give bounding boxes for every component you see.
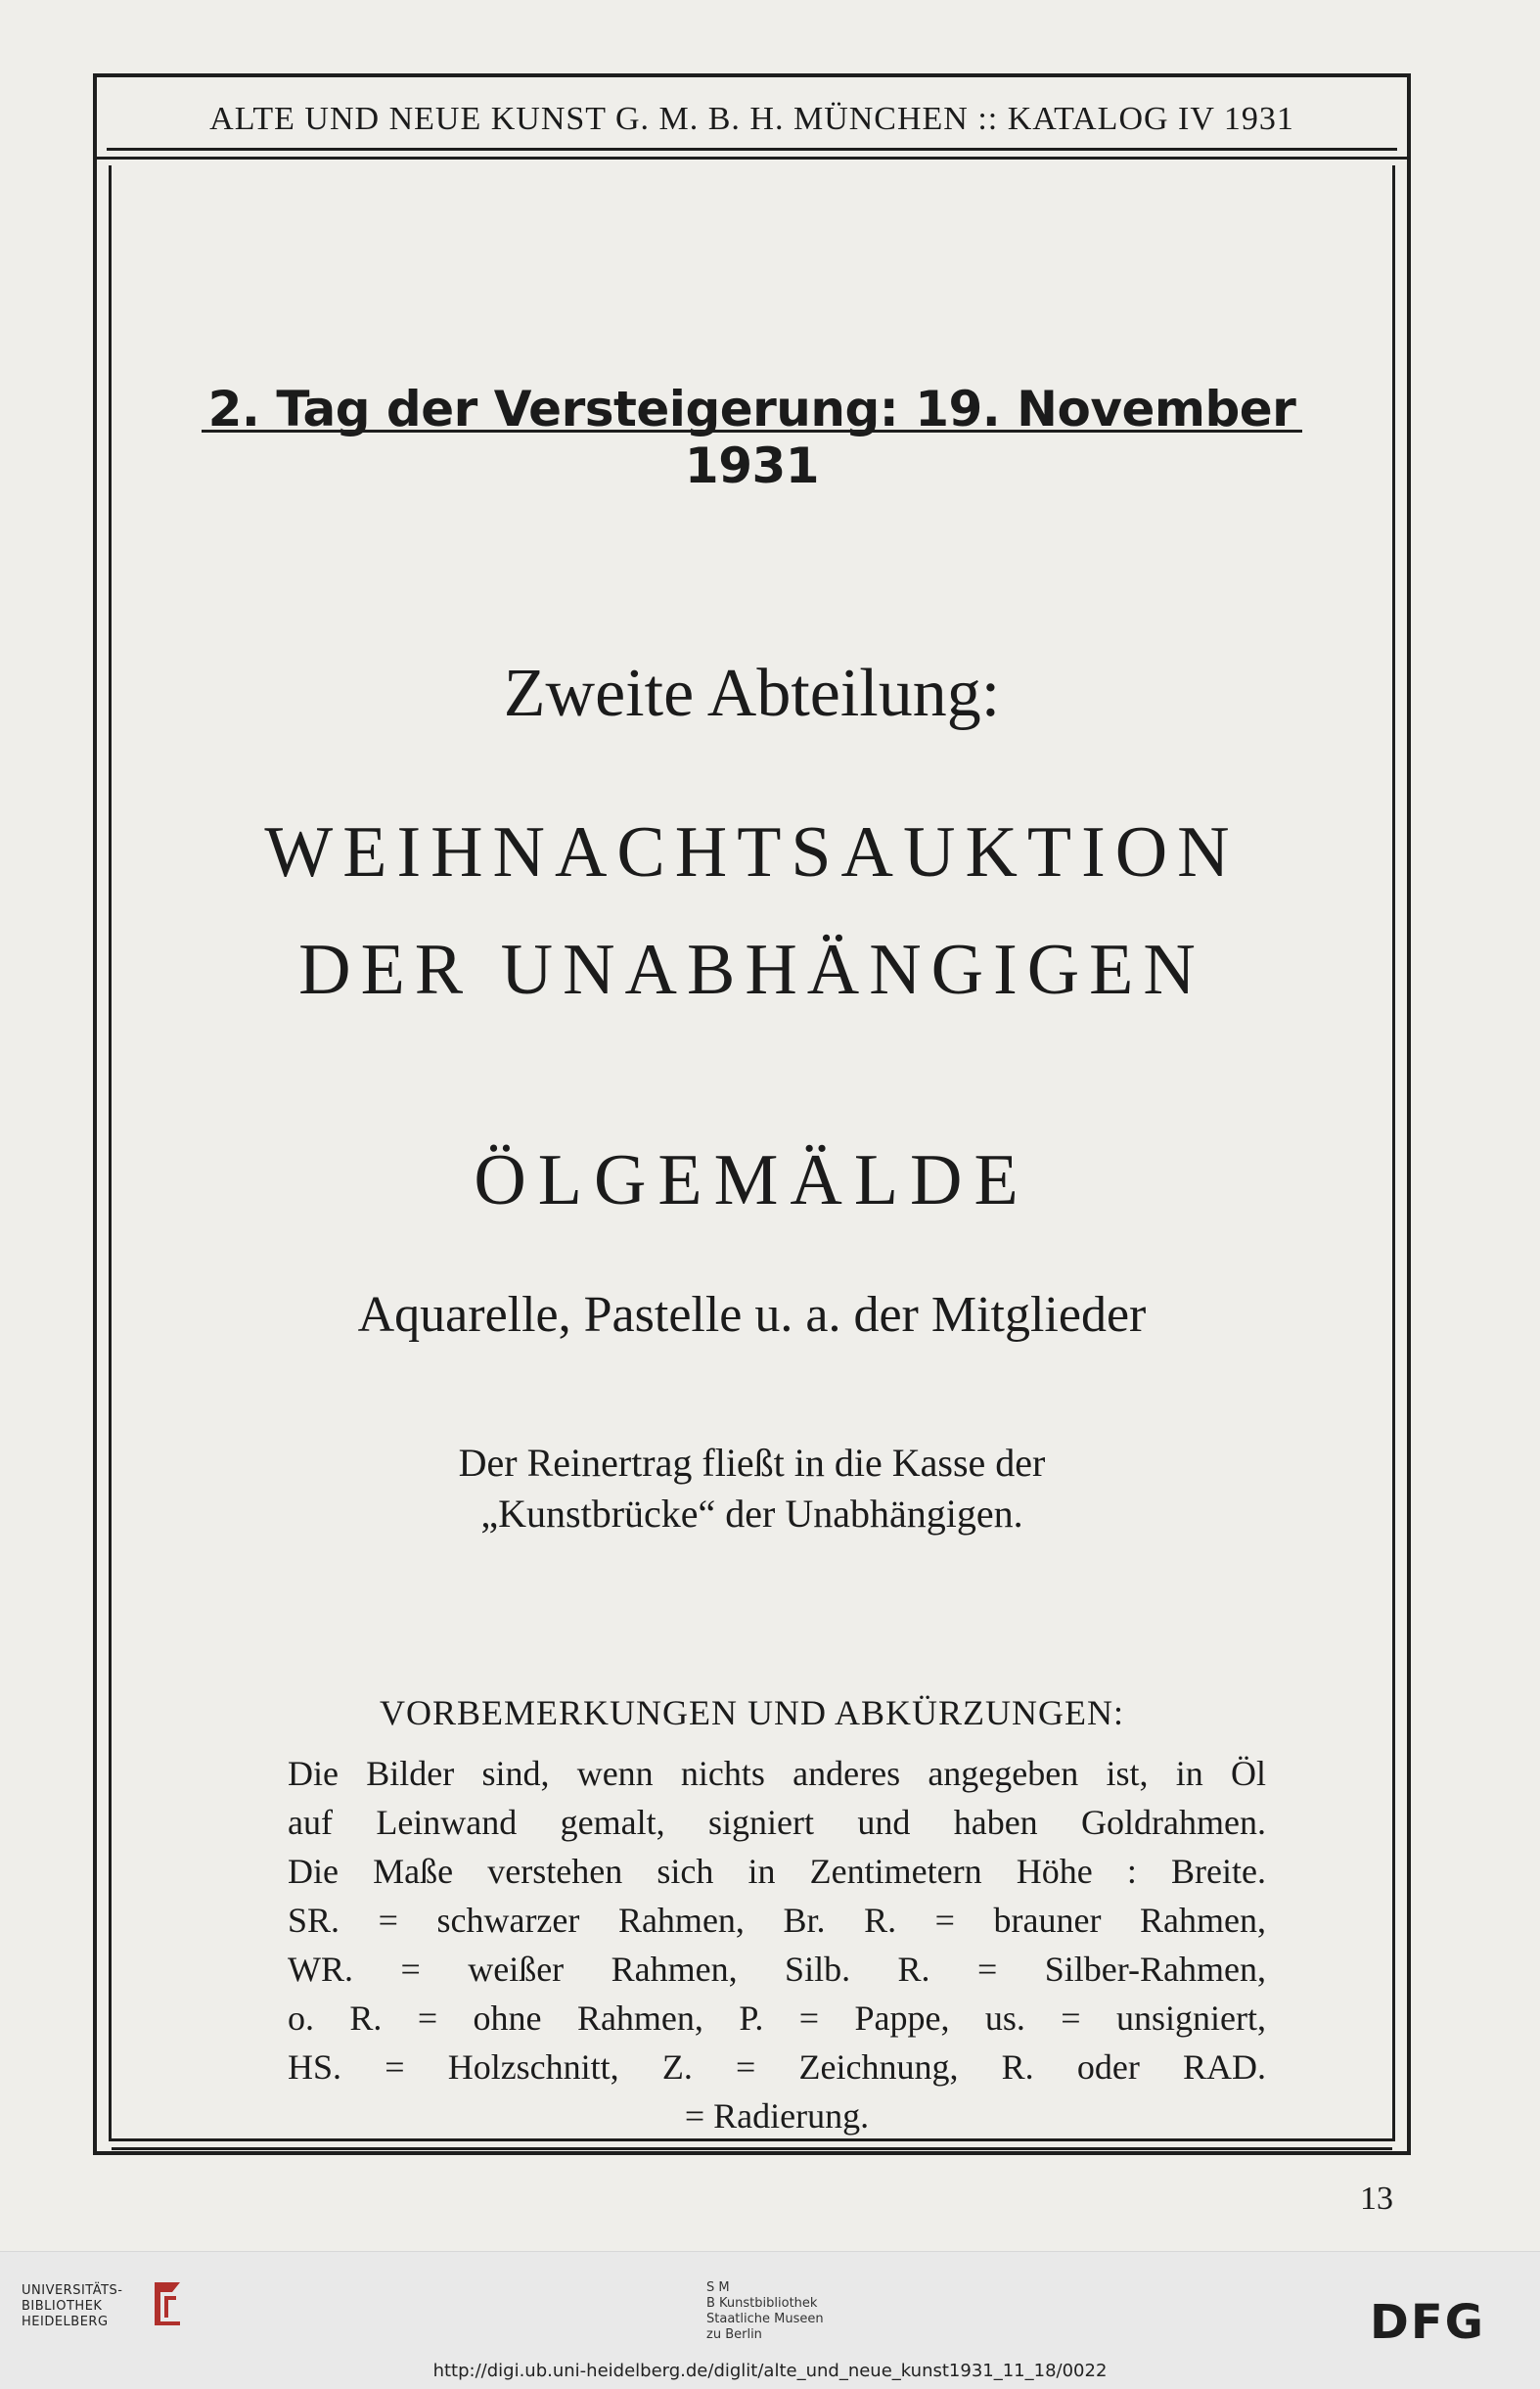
credit-line: Staatliche Museen [706, 2312, 824, 2326]
auction-day-heading: 2. Tag der Versteigerung: 19. November 1931 [207, 381, 1296, 494]
subtitle: Aquarelle, Pastelle u. a. der Mitglieder [357, 1287, 1147, 1343]
notes-line: o. R. = ohne Rahmen, P. = Pappe, us. = unsigniert, [288, 1998, 1266, 2038]
proceeds-note [112, 1438, 1392, 1539]
page-border-frame [93, 73, 1411, 2155]
page-number: 13 [1360, 2181, 1393, 2217]
credit-line: B Kunstbibliothek [706, 2296, 818, 2311]
notes-line: HS. = Holzschnitt, Z. = Zeichnung, R. oder RAD. [288, 2047, 1266, 2087]
auction-day-rule [202, 430, 1302, 433]
proceeds-line-1: Der Reinertrag fließt in die Kasse der [458, 1441, 1046, 1485]
source-url-link[interactable]: http://digi.ub.uni-heidelberg.de/diglit/alte_und_neue_kunst1931_11_18/0022 [432, 2361, 1108, 2381]
headline-line-3: ÖLGEMÄLDE [474, 1140, 1030, 1220]
headline-line-2: DER UNABHÄNGIGEN [298, 930, 1205, 1010]
kunstbibliothek-credit [706, 2280, 824, 2343]
university-line: HEIDELBERG [22, 2315, 109, 2329]
dfg-logo[interactable]: DFG [1370, 2295, 1486, 2350]
university-line: UNIVERSITÄTS- [22, 2283, 123, 2298]
header-rule [107, 148, 1397, 151]
university-line: BIBLIOTHEK [22, 2299, 103, 2314]
header-band [97, 77, 1407, 160]
headline-line-1: WEIHNACHTSAUKTION [264, 812, 1240, 893]
credit-line: S M [706, 2280, 730, 2295]
notes-line: = Radierung. [684, 2096, 870, 2136]
proceeds-line-2: „Kunstbrücke“ der Unabhängigen. [480, 1492, 1023, 1536]
notes-line: SR. = schwarzer Rahmen, Br. R. = brauner Rahmen, [288, 1901, 1266, 1940]
notes-line: auf Leinwand gemalt, signiert und haben Goldrahmen. [288, 1803, 1266, 1842]
section-title: Zweite Abteilung: [503, 656, 1001, 731]
content-box [109, 165, 1395, 2141]
university-logo-icon[interactable] [147, 2278, 188, 2329]
notes-paragraph [288, 1749, 1266, 2140]
notes-heading: VORBEMERKUNGEN UND ABKÜRZUNGEN: [379, 1693, 1124, 1732]
notes-line: Die Bilder sind, wenn nichts anderes angegeben ist, in Öl [288, 1754, 1266, 1793]
notes-line: Die Maße verstehen sich in Zentimetern Höhe : Breite. [288, 1852, 1266, 1891]
bottom-rule [112, 2147, 1392, 2150]
university-library-logo-text[interactable] [22, 2283, 123, 2330]
notes-line: WR. = weißer Rahmen, Silb. R. = Silber-Rahmen, [288, 1950, 1266, 1989]
credit-line: zu Berlin [706, 2327, 762, 2342]
catalog-header-title: ALTE UND NEUE KUNST G. M. B. H. MÜNCHEN :: KATALOG IV 1931 [209, 101, 1294, 137]
